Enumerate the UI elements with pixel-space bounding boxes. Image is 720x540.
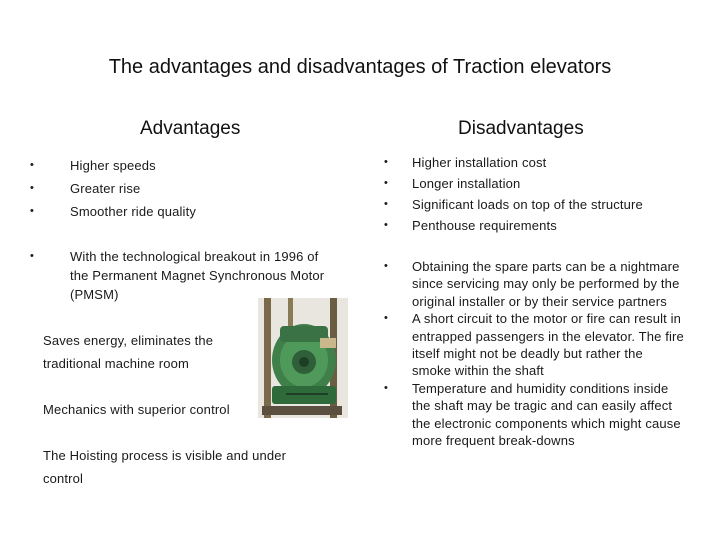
bullet-icon: • <box>30 250 35 262</box>
advantages-heading: Advantages <box>140 118 241 139</box>
disadvantages-list <box>384 152 684 236</box>
bullet-icon: • <box>30 205 35 217</box>
bullet-icon: • <box>384 381 389 394</box>
disadvantages-heading: Disadvantages <box>458 118 584 139</box>
list-item: • With the technological breakout in 1996 of the Permanent Magnet Synchronous Motor (PMSM) <box>30 249 325 302</box>
bullet-icon: • <box>30 159 35 171</box>
slide-title: The advantages and disadvantages of Traction elevators <box>108 56 612 78</box>
advantage-text: Mechanics with superior control <box>43 402 230 417</box>
advantages-list <box>30 154 330 223</box>
bullet-icon: • <box>384 260 389 272</box>
bullet-icon: • <box>384 156 389 168</box>
list-item: • Higher installation cost <box>384 152 684 173</box>
list-item: • Greater rise <box>30 177 330 200</box>
list-item: • Temperature and humidity conditions inside the shaft may be tragic and can easily affect the electronic components which might cause more frequent break-downs <box>384 380 681 449</box>
list-item: • Longer installation <box>384 173 684 194</box>
list-item: • Obtaining the spare parts can be a nightmare since servicing may only be performed by the original installer or by their service partners <box>384 259 680 309</box>
list-item: • Penthouse requirements <box>384 215 684 236</box>
bullet-icon: • <box>384 219 389 231</box>
list-item: • Significant loads on top of the structure <box>384 194 684 215</box>
bullet-icon: • <box>30 182 35 194</box>
list-item: • A short circuit to the motor or fire can result in entrapped passengers in the elevator. The fire itself might not be deadly but rather the smoke within the shaft <box>384 311 684 379</box>
list-item: • Smoother ride quality <box>30 200 330 223</box>
disadvantages-list-detail <box>384 258 684 449</box>
advantage-text: Saves energy, eliminates the traditional machine room <box>43 333 214 371</box>
list-item: • Higher speeds <box>30 154 330 177</box>
bullet-icon: • <box>384 312 389 325</box>
traction-motor-image <box>258 298 348 418</box>
advantage-text: The Hoisting process is visible and under control <box>43 448 287 486</box>
bullet-icon: • <box>384 198 389 210</box>
advantages-list-pmsm <box>30 247 335 304</box>
traction-motor-illustration <box>258 298 348 418</box>
bullet-icon: • <box>384 177 389 189</box>
